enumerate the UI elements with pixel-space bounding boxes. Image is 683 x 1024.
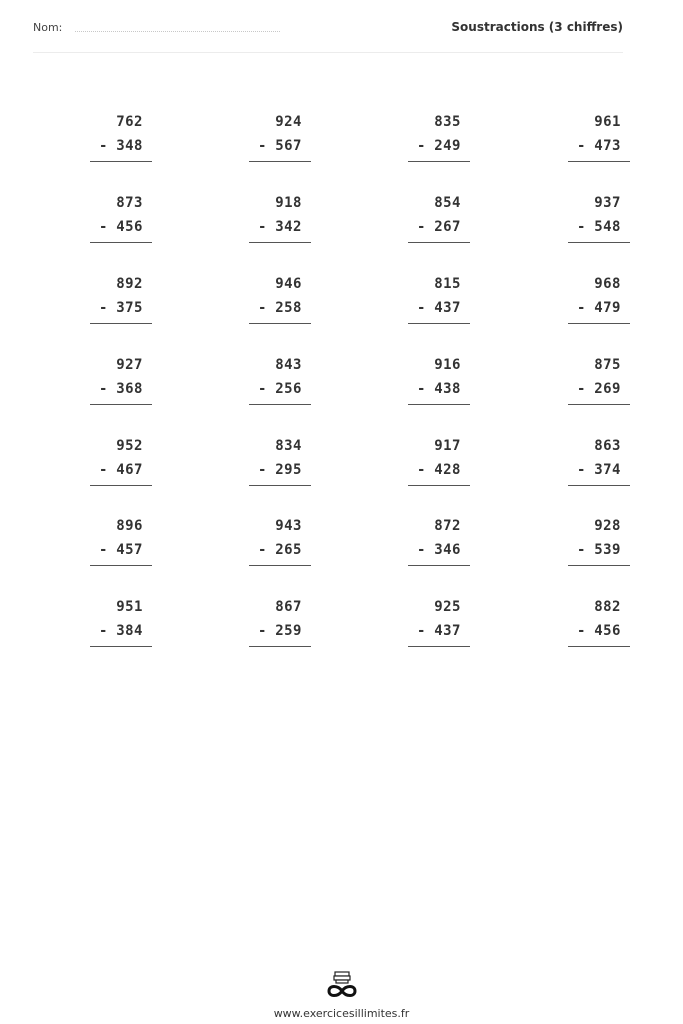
subtrahend: 567 (275, 138, 302, 154)
minus-sign: - (417, 542, 426, 558)
minus-sign: - (577, 138, 586, 154)
subtrahend: 437 (434, 300, 461, 316)
minuend: 834 (275, 438, 302, 454)
minus-sign: - (417, 219, 426, 235)
minuend: 854 (434, 195, 461, 211)
worksheet-title: Soustractions (3 chiffres) (451, 20, 623, 34)
minuend: 892 (116, 276, 143, 292)
subtraction-problem (568, 114, 630, 174)
subtrahend: 473 (594, 138, 621, 154)
subtraction-problem (90, 599, 152, 659)
answer-line[interactable] (568, 404, 630, 405)
minus-sign: - (99, 381, 108, 397)
subtrahend: 348 (116, 138, 143, 154)
answer-line[interactable] (90, 485, 152, 486)
subtraction-problem (568, 276, 630, 336)
subtraction-problem (90, 114, 152, 174)
answer-line[interactable] (249, 565, 311, 566)
subtraction-problem (568, 195, 630, 255)
subtrahend: 548 (594, 219, 621, 235)
minuend: 917 (434, 438, 461, 454)
minus-sign: - (258, 542, 267, 558)
minus-sign: - (99, 462, 108, 478)
subtraction-problem (249, 195, 311, 255)
minuend: 896 (116, 518, 143, 534)
minus-sign: - (258, 138, 267, 154)
answer-line[interactable] (408, 565, 470, 566)
minuend: 835 (434, 114, 461, 130)
answer-line[interactable] (249, 323, 311, 324)
answer-line[interactable] (90, 404, 152, 405)
subtrahend: 467 (116, 462, 143, 478)
subtraction-problem (249, 599, 311, 659)
answer-line[interactable] (408, 242, 470, 243)
footer-url: www.exercicesillimites.fr (273, 1007, 410, 1020)
subtrahend: 258 (275, 300, 302, 316)
minuend: 875 (594, 357, 621, 373)
subtrahend: 342 (275, 219, 302, 235)
answer-line[interactable] (408, 646, 470, 647)
minus-sign: - (99, 219, 108, 235)
answer-line[interactable] (568, 323, 630, 324)
subtraction-problem (90, 438, 152, 498)
minus-sign: - (417, 623, 426, 639)
minus-sign: - (577, 623, 586, 639)
subtrahend: 456 (594, 623, 621, 639)
minus-sign: - (258, 623, 267, 639)
minuend: 952 (116, 438, 143, 454)
answer-line[interactable] (249, 161, 311, 162)
minus-sign: - (577, 462, 586, 478)
subtraction-problem (408, 276, 470, 336)
subtraction-problem (568, 518, 630, 578)
subtraction-problem (249, 114, 311, 174)
answer-line[interactable] (408, 485, 470, 486)
subtraction-problem (408, 438, 470, 498)
subtrahend: 384 (116, 623, 143, 639)
subtrahend: 428 (434, 462, 461, 478)
subtraction-problem (568, 438, 630, 498)
minuend: 924 (275, 114, 302, 130)
minus-sign: - (577, 219, 586, 235)
minus-sign: - (99, 138, 108, 154)
subtrahend: 265 (275, 542, 302, 558)
minus-sign: - (577, 300, 586, 316)
answer-line[interactable] (249, 404, 311, 405)
subtraction-problem (568, 599, 630, 659)
answer-line[interactable] (568, 646, 630, 647)
subtrahend: 539 (594, 542, 621, 558)
subtraction-problem (90, 195, 152, 255)
subtraction-problem (568, 357, 630, 417)
answer-line[interactable] (249, 242, 311, 243)
minuend: 927 (116, 357, 143, 373)
minuend: 882 (594, 599, 621, 615)
minus-sign: - (577, 542, 586, 558)
answer-line[interactable] (568, 565, 630, 566)
minus-sign: - (99, 300, 108, 316)
minuend: 961 (594, 114, 621, 130)
answer-line[interactable] (568, 242, 630, 243)
subtraction-problem (249, 518, 311, 578)
answer-line[interactable] (90, 323, 152, 324)
subtrahend: 269 (594, 381, 621, 397)
subtraction-problem (249, 438, 311, 498)
answer-line[interactable] (90, 161, 152, 162)
minuend: 872 (434, 518, 461, 534)
minus-sign: - (258, 381, 267, 397)
subtrahend: 267 (434, 219, 461, 235)
subtraction-problem (90, 276, 152, 336)
subtrahend: 346 (434, 542, 461, 558)
subtrahend: 479 (594, 300, 621, 316)
subtrahend: 437 (434, 623, 461, 639)
answer-line[interactable] (408, 161, 470, 162)
subtraction-problem (408, 357, 470, 417)
subtrahend: 374 (594, 462, 621, 478)
subtrahend: 368 (116, 381, 143, 397)
infinity-books-logo-icon (325, 970, 359, 1000)
minuend: 762 (116, 114, 143, 130)
subtrahend: 456 (116, 219, 143, 235)
subtraction-problem (408, 195, 470, 255)
minuend: 951 (116, 599, 143, 615)
subtraction-problem (408, 114, 470, 174)
minuend: 937 (594, 195, 621, 211)
minus-sign: - (417, 300, 426, 316)
minus-sign: - (99, 623, 108, 639)
subtrahend: 259 (275, 623, 302, 639)
minuend: 943 (275, 518, 302, 534)
minus-sign: - (417, 138, 426, 154)
minuend: 843 (275, 357, 302, 373)
minuend: 925 (434, 599, 461, 615)
minus-sign: - (577, 381, 586, 397)
minus-sign: - (417, 462, 426, 478)
subtrahend: 375 (116, 300, 143, 316)
subtraction-problem (408, 518, 470, 578)
answer-line[interactable] (90, 646, 152, 647)
answer-line[interactable] (408, 323, 470, 324)
minuend: 946 (275, 276, 302, 292)
minuend: 863 (594, 438, 621, 454)
minus-sign: - (417, 381, 426, 397)
subtrahend: 249 (434, 138, 461, 154)
answer-line[interactable] (90, 565, 152, 566)
minus-sign: - (99, 542, 108, 558)
answer-line[interactable] (568, 161, 630, 162)
minuend: 968 (594, 276, 621, 292)
name-label: Nom: (33, 21, 63, 34)
answer-line[interactable] (568, 485, 630, 486)
subtraction-problem (249, 276, 311, 336)
minuend: 916 (434, 357, 461, 373)
minus-sign: - (258, 219, 267, 235)
minuend: 815 (434, 276, 461, 292)
subtraction-problem (90, 518, 152, 578)
subtrahend: 256 (275, 381, 302, 397)
minus-sign: - (258, 300, 267, 316)
subtrahend: 457 (116, 542, 143, 558)
answer-line[interactable] (90, 242, 152, 243)
minus-sign: - (258, 462, 267, 478)
subtrahend: 438 (434, 381, 461, 397)
subtraction-problem (408, 599, 470, 659)
subtraction-problem (249, 357, 311, 417)
minuend: 918 (275, 195, 302, 211)
minuend: 873 (116, 195, 143, 211)
minuend: 928 (594, 518, 621, 534)
minuend: 867 (275, 599, 302, 615)
answer-line[interactable] (249, 646, 311, 647)
subtraction-problem (90, 357, 152, 417)
subtrahend: 295 (275, 462, 302, 478)
answer-line[interactable] (408, 404, 470, 405)
answer-line[interactable] (249, 485, 311, 486)
